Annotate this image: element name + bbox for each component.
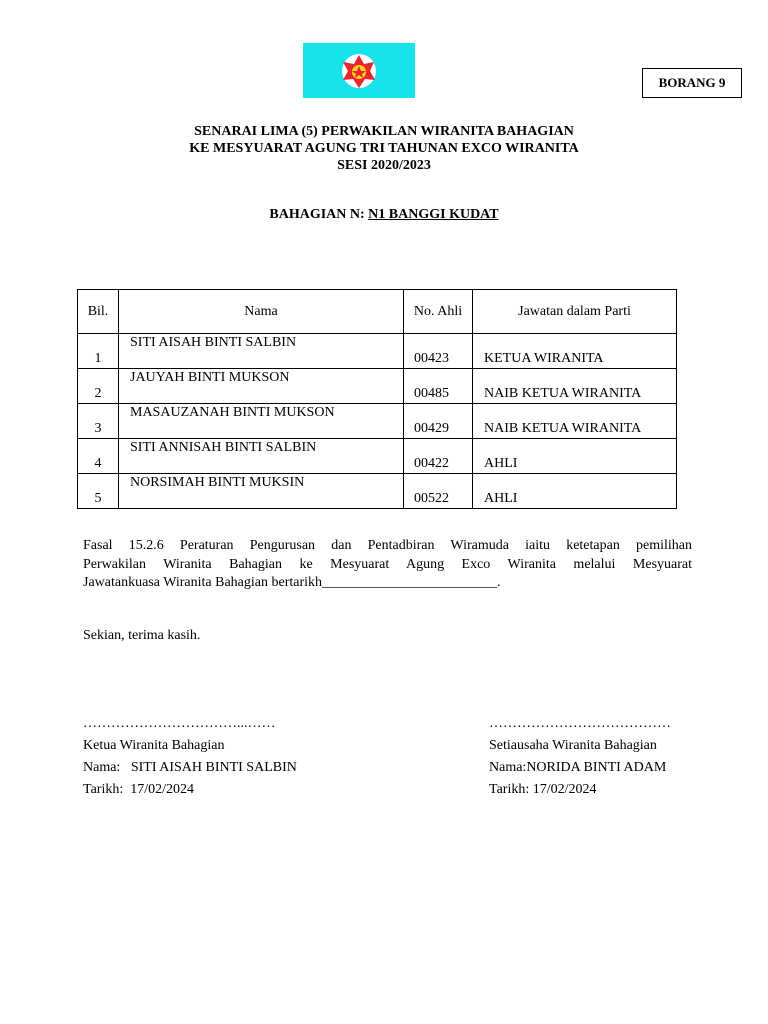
header-nama: Nama — [119, 290, 404, 334]
row-nama: MASAUZANAH BINTI MUKSON — [130, 405, 335, 420]
header-no-ahli: No. Ahli — [404, 290, 473, 334]
header-jawatan: Jawatan dalam Parti — [473, 290, 677, 334]
clause-line-1: Fasal 15.2.6 Peraturan Pengurusan dan Pentadbiran Wiramuda iaitu ketetapan pemilihan — [83, 538, 692, 553]
signature-date-left: Tarikh: 17/02/2024 — [83, 782, 195, 797]
table-row — [78, 334, 677, 369]
signature-name-left: Nama: SITI AISAH BINTI SALBIN — [83, 760, 297, 775]
clause-line-3: Jawatankuasa Wiranita Bahagian bertarikh_________________________. — [83, 575, 501, 590]
table-header-row — [78, 290, 677, 334]
signature-left — [83, 713, 297, 801]
row-jawatan: AHLI — [484, 491, 518, 506]
table-row — [78, 369, 677, 404]
closing-text: Sekian, terima kasih. — [83, 628, 201, 643]
signature-line-left: ……………………………...…… — [83, 716, 276, 731]
row-bil: 1 — [94, 351, 102, 366]
signature-line-right: ………………………………… — [489, 716, 671, 731]
title-line-2: KE MESYUARAT AGUNG TRI TAHUNAN EXCO WIRANITA — [189, 141, 579, 156]
row-bil: 5 — [94, 491, 102, 506]
row-nama: NORSIMAH BINTI MUKSIN — [130, 475, 305, 490]
row-jawatan: AHLI — [484, 456, 518, 471]
table-row — [78, 404, 677, 439]
signature-role-right: Setiausaha Wiranita Bahagian — [489, 738, 657, 753]
signature-right — [489, 713, 671, 801]
signature-name-right: Nama:NORIDA BINTI ADAM — [489, 760, 667, 775]
row-no-ahli: 00485 — [414, 386, 449, 401]
form-code-box: BORANG 9 — [642, 68, 742, 98]
bahagian-label: BAHAGIAN N: — [269, 207, 369, 222]
table-row — [78, 474, 677, 509]
row-bil: 3 — [94, 421, 102, 436]
row-no-ahli: 00429 — [414, 421, 449, 436]
clause-paragraph — [83, 537, 692, 593]
bahagian-line — [0, 207, 768, 223]
party-logo — [303, 43, 415, 98]
bahagian-value: N1 BANGGI KUDAT — [368, 207, 499, 222]
title-line-3: SESI 2020/2023 — [337, 158, 431, 173]
table-row — [78, 439, 677, 474]
signature-role-left: Ketua Wiranita Bahagian — [83, 738, 225, 753]
row-bil: 4 — [94, 456, 102, 471]
title-line-1: SENARAI LIMA (5) PERWAKILAN WIRANITA BAHAGIAN — [194, 124, 574, 139]
row-jawatan: NAIB KETUA WIRANITA — [484, 421, 642, 436]
signature-date-right: Tarikh: 17/02/2024 — [489, 782, 597, 797]
row-nama: JAUYAH BINTI MUKSON — [130, 370, 290, 385]
row-jawatan: KETUA WIRANITA — [484, 351, 604, 366]
clause-line-2: Perwakilan Wiranita Bahagian ke Mesyuarat Agung Exco Wiranita melalui Mesyuarat — [83, 556, 692, 572]
row-bil: 2 — [94, 386, 102, 401]
header-bil: Bil. — [78, 290, 119, 334]
row-nama: SITI ANNISAH BINTI SALBIN — [130, 440, 317, 455]
row-no-ahli: 00423 — [414, 351, 449, 366]
row-no-ahli: 00422 — [414, 456, 449, 471]
row-no-ahli: 00522 — [414, 491, 449, 506]
row-jawatan: NAIB KETUA WIRANITA — [484, 386, 642, 401]
row-nama: SITI AISAH BINTI SALBIN — [130, 335, 297, 350]
star-emblem-icon — [303, 43, 415, 98]
representatives-table — [77, 289, 677, 509]
